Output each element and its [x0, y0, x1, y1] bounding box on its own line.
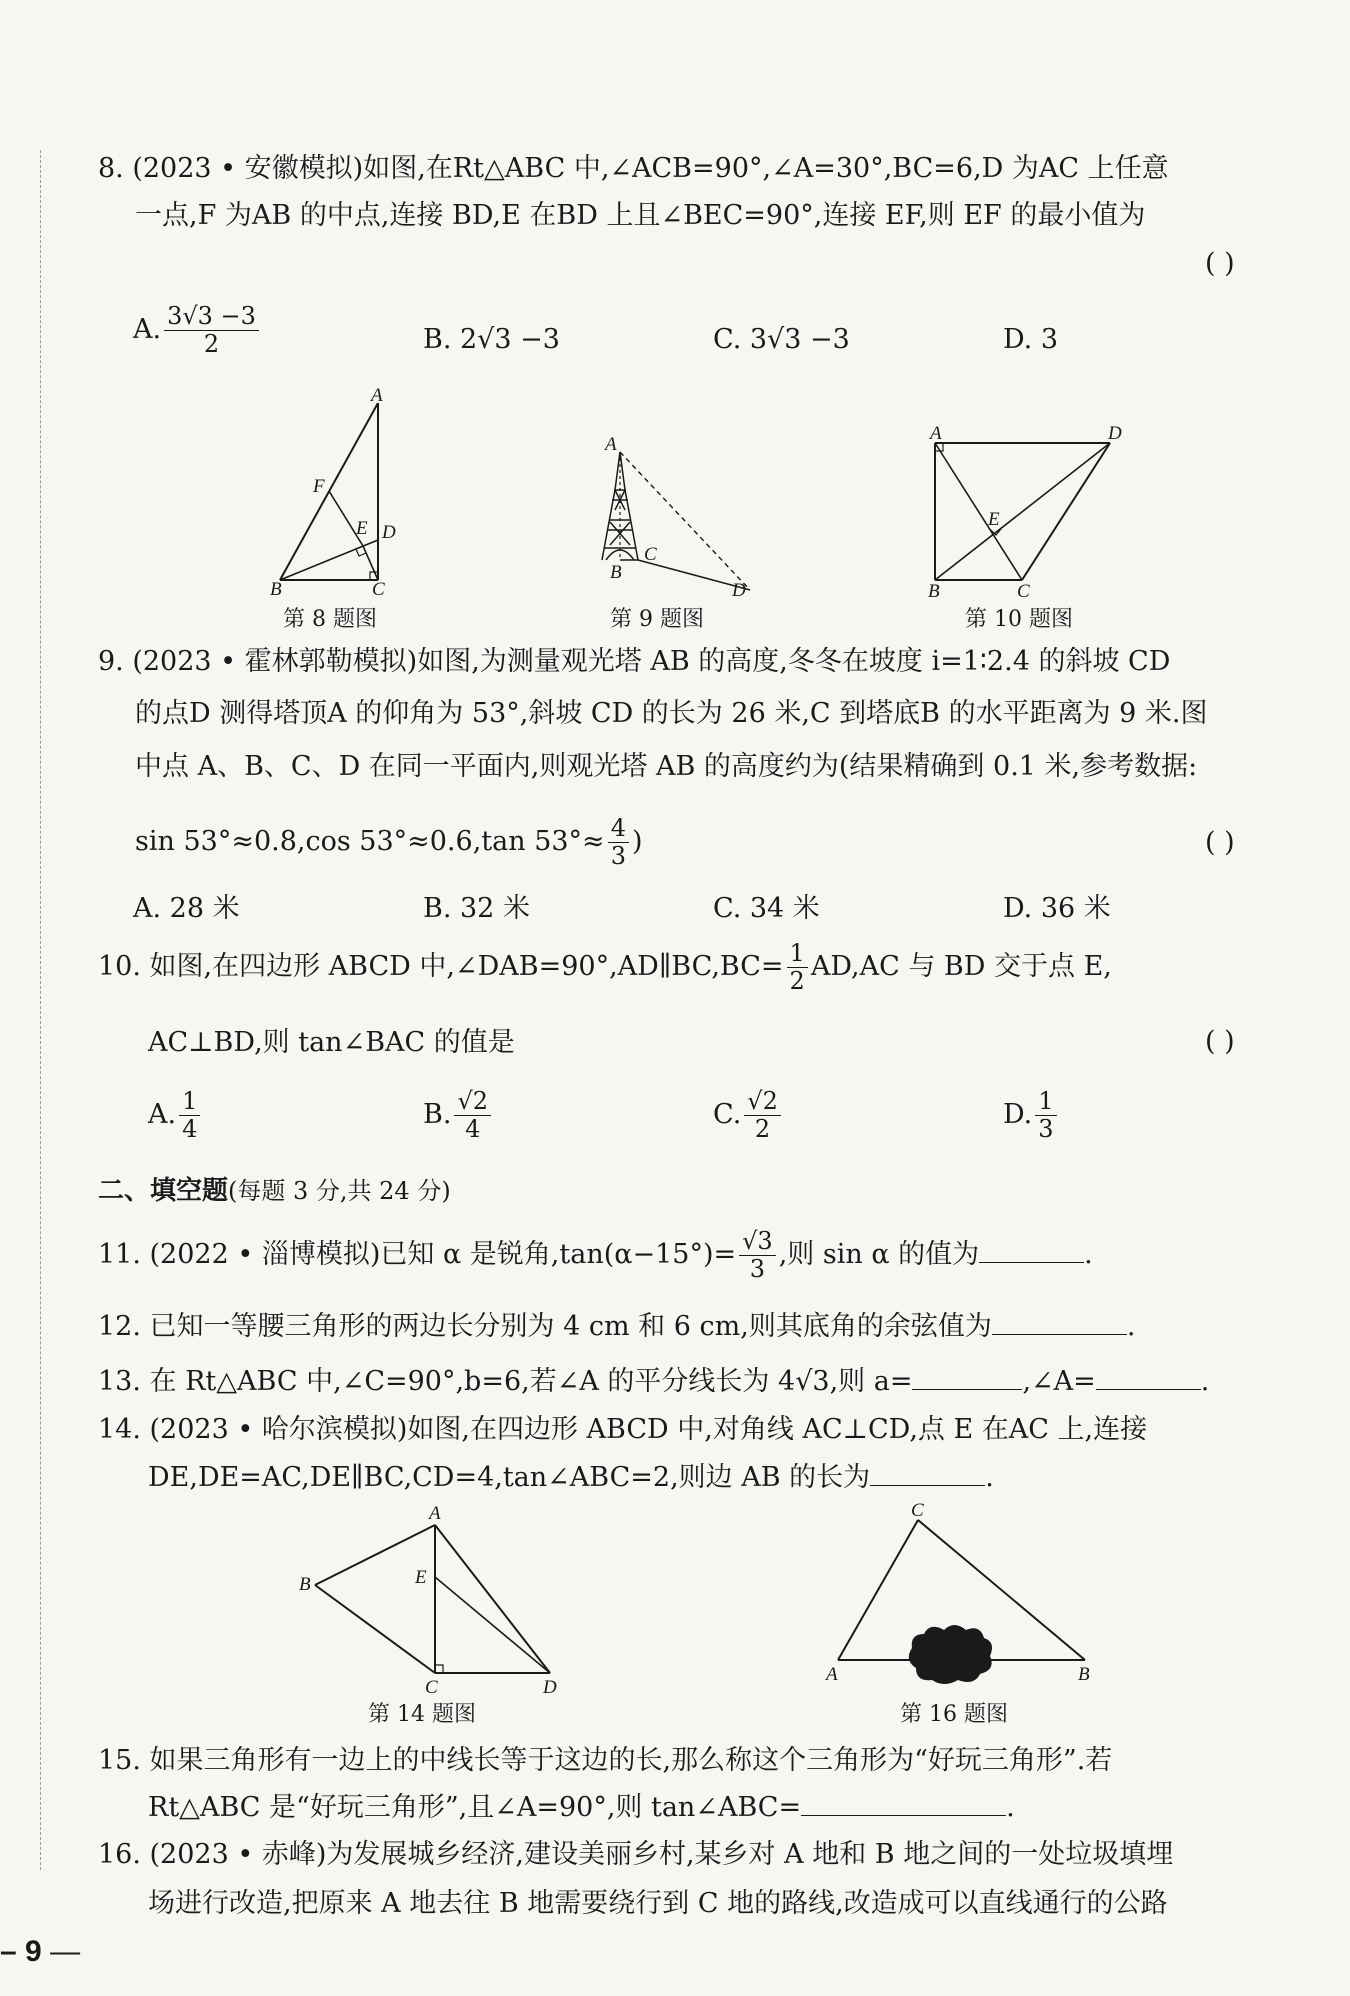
figure-10 — [920, 425, 1130, 600]
q15-line2: Rt△ABC 是“好玩三角形”,且∠A=90°,则 tan∠ABC= . — [148, 1792, 1015, 1823]
q12: 12. 已知一等腰三角形的两边长分别为 4 cm 和 6 cm,则其底角的余弦值为 . — [98, 1311, 1136, 1342]
figure-8-caption: 第 8 题图 — [283, 607, 377, 632]
label-b: B — [1078, 1664, 1090, 1685]
q16-line2: 场进行改造,把原来 A 地去往 B 地需要绕行到 C 地的路线,改造成可以直线通行的公路 — [148, 1888, 1168, 1919]
label-b: B — [299, 1574, 311, 1595]
q13: 13. 在 Rt△ABC 中,∠C=90°,b=6,若∠A 的平分线长为 4√3,则 a= ,∠A= . — [98, 1366, 1210, 1397]
label-b: B — [928, 581, 940, 600]
label-f: F — [313, 476, 325, 497]
q11-blank[interactable] — [979, 1240, 1084, 1263]
q8-line2: 一点,F 为AB 的中点,连接 BD,E 在BD 上且∠BEC=90°,连接 EF,则 EF 的最小值为 — [135, 200, 1146, 231]
label-e: E — [356, 518, 368, 539]
label-a: A — [371, 388, 383, 406]
q10-line1: 10. 如图,在四边形 ABCD 中,∠DAB=90°,AD∥BC,BC= $\frac{1}{2}$ AD,AC 与 BD 交于点 E, — [98, 939, 1112, 995]
section-heading: 二、填空题(每题 3 分,共 24 分) — [98, 1176, 451, 1206]
q9-option-b: B. 32 米 — [423, 893, 530, 924]
q10-line2: AC⊥BD,则 tan∠BAC 的值是 — [148, 1027, 515, 1058]
figure-14-caption: 第 14 题图 — [368, 1702, 476, 1727]
q9-option-d: D. 36 米 — [1003, 893, 1111, 924]
figure-10-caption: 第 10 题图 — [965, 607, 1073, 632]
label-a: A — [605, 434, 617, 455]
q8-option-d: D. 3 — [1003, 324, 1059, 355]
label-c: C — [372, 579, 385, 598]
q10-option-c: C. $\frac{√2}{2}$ — [713, 1088, 784, 1143]
figure-8 — [260, 388, 410, 598]
q10-option-d: D. $\frac{1}{3}$ — [1003, 1088, 1060, 1143]
q9-answer-paren: ( ) — [1205, 827, 1235, 858]
label-c: C — [644, 544, 657, 565]
q9-line2: 的点D 测得塔顶A 的仰角为 53°,斜坡 CD 的长为 26 米,C 到塔底B 的水平距离为 9 米.图 — [135, 698, 1208, 729]
q9-line3: 中点 A、B、C、D 在同一平面内,则观光塔 AB 的高度约为(结果精确到 0.1 米,参考数据: — [135, 751, 1198, 782]
q9-line1: 9. (2023 • 霍林郭勒模拟)如图,为测量观光塔 AB 的高度,冬冬在坡度 i=1∶2.4 的斜坡 CD — [98, 646, 1171, 677]
q15-line1: 15. 如果三角形有一边上的中线长等于这边的长,那么称这个三角形为“好玩三角形”.若 — [98, 1745, 1113, 1776]
q16-line1: 16. (2023 • 赤峰)为发展城乡经济,建设美丽乡村,某乡对 A 地和 B 地之间的一处垃圾填埋 — [98, 1839, 1174, 1870]
q11: 11. (2022 • 淄博模拟)已知 α 是锐角,tan(α−15°)= $\frac{√3}{3}$ ,则 sin α 的值为 . — [98, 1227, 1093, 1283]
segment-ac — [935, 443, 1022, 580]
q9-line4: sin 53°≈0.8,cos 53°≈0.6,tan 53°≈ $\frac{4}{3}$ ) — [135, 814, 643, 870]
q12-blank[interactable] — [992, 1312, 1127, 1335]
q9-option-c: C. 34 米 — [713, 893, 820, 924]
label-b: B — [610, 562, 622, 583]
label-b: B — [270, 579, 282, 598]
q13-blank-angle[interactable] — [1096, 1367, 1201, 1390]
q14-line1: 14. (2023 • 哈尔滨模拟)如图,在四边形 ABCD 中,对角线 AC⊥CD,点 E 在AC 上,连接 — [98, 1414, 1148, 1445]
label-d: D — [382, 522, 396, 543]
q14-line2: DE,DE=AC,DE∥BC,CD=4,tan∠ABC=2,则边 AB 的长为 . — [148, 1462, 994, 1493]
label-c: C — [425, 1677, 438, 1695]
q10-option-a: A. $\frac{1}{4}$ — [148, 1088, 203, 1143]
segment-cd — [1022, 443, 1110, 580]
label-d: D — [1108, 425, 1122, 444]
q10-answer-paren: ( ) — [1205, 1026, 1235, 1057]
figure-14 — [295, 1505, 565, 1695]
q8-option-c: C. 3√3 −3 — [713, 324, 850, 355]
figure-16-caption: 第 16 题图 — [900, 1702, 1008, 1727]
q8-option-a: A. $\frac{3√3 -3}{2}$ — [133, 303, 262, 358]
landfill-blob — [909, 1625, 992, 1684]
margin-line — [40, 150, 41, 1870]
label-e: E — [988, 509, 1000, 530]
q9-option-a: A. 28 米 — [133, 893, 240, 924]
label-d: D — [543, 1677, 557, 1695]
figure-9-caption: 第 9 题图 — [610, 607, 704, 632]
label-a: A — [930, 425, 942, 444]
q14-blank[interactable] — [870, 1463, 985, 1486]
segment-bd — [935, 443, 1110, 580]
label-d: D — [732, 580, 746, 600]
q8-answer-paren: ( ) — [1205, 248, 1235, 279]
label-e: E — [415, 1567, 427, 1588]
q15-blank[interactable] — [801, 1793, 1006, 1816]
q10-option-b: B. $\frac{√2}{4}$ — [423, 1088, 494, 1143]
q8-option-b: B. 2√3 −3 — [423, 324, 560, 355]
label-c: C — [1017, 581, 1030, 600]
label-a: A — [826, 1664, 838, 1685]
label-a: A — [429, 1505, 441, 1524]
page-number: – 9 — — [0, 1935, 81, 1968]
q8-line1: 8. (2023 • 安徽模拟)如图,在Rt△ABC 中,∠ACB=90°,∠A=30°,BC=6,D 为AC 上任意 — [98, 153, 1169, 184]
label-c: C — [911, 1500, 924, 1521]
figure-9 — [590, 430, 760, 600]
q13-blank-a[interactable] — [912, 1367, 1022, 1390]
figure-16 — [820, 1500, 1110, 1690]
